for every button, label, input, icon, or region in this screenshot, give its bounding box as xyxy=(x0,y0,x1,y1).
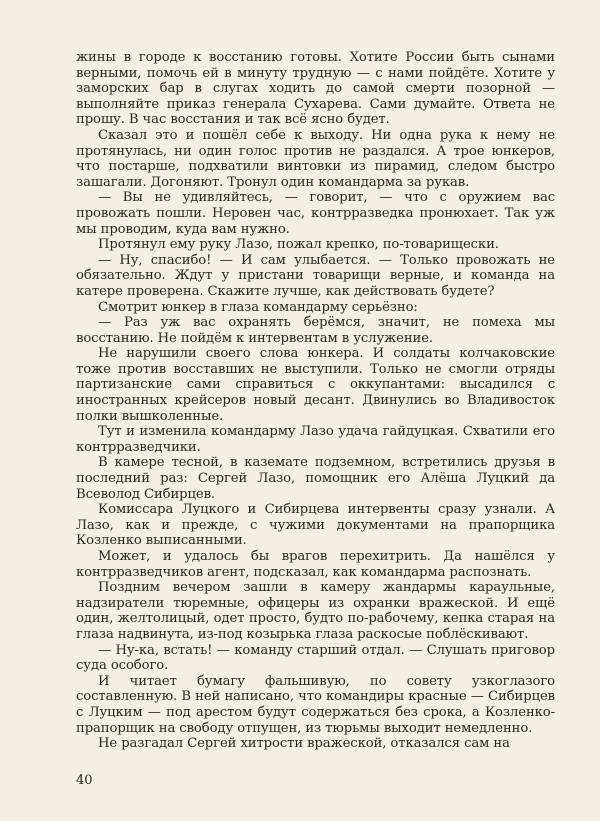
paragraph: Сказал это и пошёл себе к выходу. Ни одна рука к нему не протянулась, ни один голос против не раздался. А трое юнкеров, что постарше, подхватили винтовки из пирамид, следом быстро зашагали. Догоняют. Тронул один командарма за рукав. xyxy=(76,127,555,190)
paragraph: Не разгадал Сергей хитрости вражеской, отказался сам на xyxy=(98,736,510,752)
paragraph: В камере тесной, в каземате подземном, встретились друзья в последний раз: Сергей Лазо, помощник его Алёша Луцкий да Всеволод Сибирцев. xyxy=(76,455,555,502)
paragraph: Может, и удалось бы врагов перехитрить. Да нашёлся у контрразведчиков агент, подсказал, как командарма распознать. xyxy=(76,549,555,580)
paragraph: Протянул ему руку Лазо, пожал крепко, по-товарищески. xyxy=(98,237,499,253)
paragraph: Смотрит юнкер в глаза командарму серьёзно: xyxy=(98,299,418,315)
body-text xyxy=(76,50,555,752)
paragraph: — Раз уж вас охранять берёмся, значит, не помеха мы восстанию. Не пойдём к интервентам в услужение. xyxy=(76,315,555,346)
paragraph: — Ну, спасибо! — И сам улыбается. — Только провожать не обязательно. Ждут у пристани товарищи верные, и команда на катере проверена. Скажите лучше, как действовать будете? xyxy=(76,252,555,299)
paragraph: Не нарушили своего слова юнкера. И солдаты колчаковские тоже против восставших не выступили. Только не смогли отряды партизанские сами справиться с оккупантами: высадился с иностранных крейсеров новый десант. Двинулись во Владивосток полки вышколенные. xyxy=(76,346,555,424)
page-number: 40 xyxy=(76,773,93,788)
paragraph: Комиссара Луцкого и Сибирцева интервенты сразу узнали. А Лазо, как и прежде, с чужими документами на прапорщика Козленко выписанными. xyxy=(76,502,555,549)
paragraph: Поздним вечером зашли в камеру жандармы караульные, надзиратели тюремные, офицеры из охранки вражеской. И ещё один, желтолицый, одет просто, будто по-рабочему, кепка старая на глаза надвинута, из-под козырька глаза раскосые поблёскивают. xyxy=(76,580,555,642)
paragraph: — Ну-ка, встать! — команду старший отдал. — Слушать приговор суда особого. xyxy=(76,642,555,674)
paragraph: Тут и изменила командарму Лазо удача гайдуцкая. Схватили его контрразведчики. xyxy=(76,424,555,455)
paragraph: жины в городе к восстанию готовы. Хотите России быть сынами верными, помочь ей в минуту трудную — с нами пойдёте. Хотите у заморских бар в слугах ходить до самой смерти позорной — выполняйте приказ генерала Сухарева. Сами думайте. Ответа не прошу. В час восстания и так всё ясно будет. xyxy=(76,50,555,128)
paragraph: — Вы не удивляйтесь, — говорит, — что с оружием вас провожать пошли. Неровен час, контрразведка пронюхает. Так уж мы проводим, куда вам нужно. xyxy=(76,190,555,237)
paragraph: И читает бумагу фальшивую, по совету узкоглазого составленную. В ней написано, что командиры красные — Сибирцев с Луцким — под арестом будут содержаться без срока, а Козленко-прапорщик на свободу отпущен, из тюрьмы выходит немедленно. xyxy=(76,673,555,736)
